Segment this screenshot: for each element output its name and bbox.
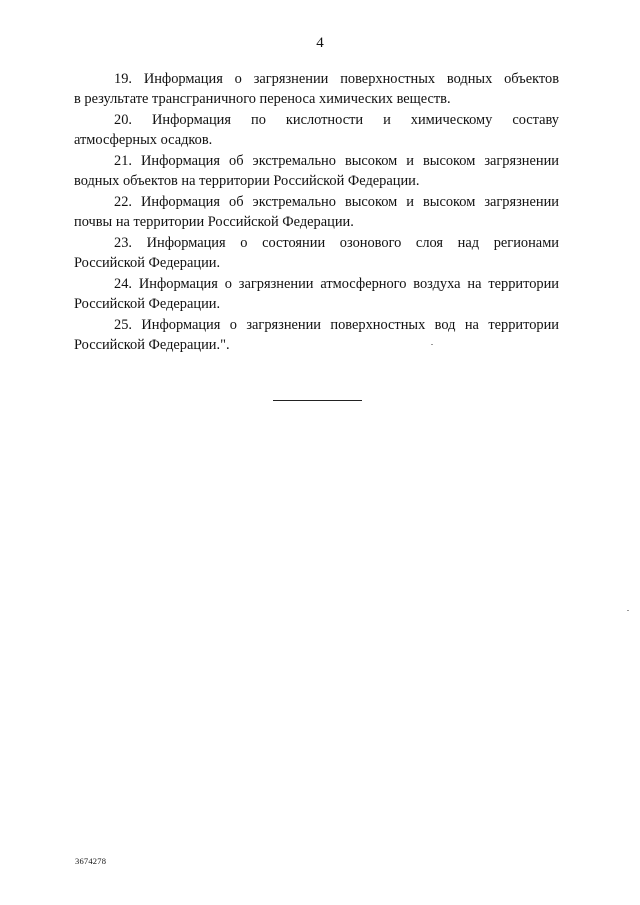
list-item-20	[74, 110, 559, 150]
end-separator-line	[273, 400, 362, 401]
scan-speck	[627, 610, 629, 611]
list-item-24-line1: 24. Информация о загрязнении атмосферного воздуха на территории	[114, 276, 559, 292]
page-number: 4	[316, 35, 324, 51]
list-item-25-line2: Российской Федерации.".	[74, 337, 230, 353]
list-item-19	[74, 69, 559, 109]
list-item-24-line2: Российской Федерации.	[74, 296, 221, 312]
scan-speck	[431, 344, 433, 345]
list-item-23-line1: 23. Информация о состоянии озонового слоя над регионами	[114, 235, 559, 251]
document-code: 3674278	[75, 856, 107, 866]
list-item-22-line1: 22. Информация об экстремально высоком и высоком загрязнении	[114, 194, 559, 210]
list-item-21-line1: 21. Информация об экстремально высоком и высоком загрязнении	[114, 153, 559, 169]
list-item-25	[74, 315, 559, 355]
list-item-19-line1: 19. Информация о загрязнении поверхностных водных объектов	[114, 71, 559, 87]
list-item-20-line1: 20. Информация по кислотности и химическому составу	[114, 112, 559, 128]
list-item-21-line2: водных объектов на территории Российской Федерации.	[74, 173, 420, 189]
list-item-23	[74, 233, 559, 273]
list-item-22	[74, 192, 559, 232]
list-item-25-line1: 25. Информация о загрязнении поверхностных вод на территории	[114, 317, 559, 333]
list-item-24	[74, 274, 559, 314]
list-item-19-line2: в результате трансграничного переноса химических веществ.	[74, 91, 451, 107]
document-body	[74, 69, 559, 356]
list-item-20-line2: атмосферных осадков.	[74, 132, 213, 148]
list-item-21	[74, 151, 559, 191]
list-item-23-line2: Российской Федерации.	[74, 255, 221, 271]
list-item-22-line2: почвы на территории Российской Федерации.	[74, 214, 354, 230]
